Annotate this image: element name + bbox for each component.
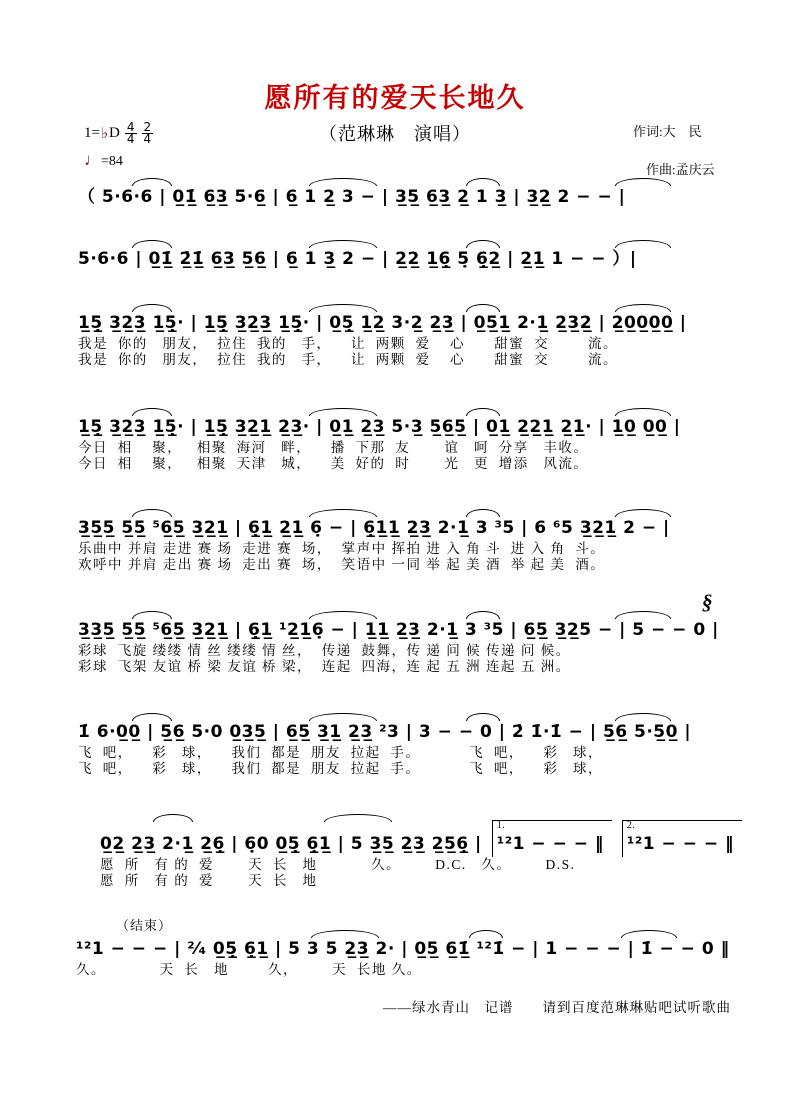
notation-line: （ 5·6·6 | 0̲1̲̇ 6̲3̲ 5·6̲ | 6̲ 1 2̲ 3 − | 3̲5̲ 6̲3̲ 2̲ 1 3̲ | 3̲2̲ 2 − − | bbox=[78, 184, 758, 210]
lyrics-verse-1: 飞 吧， 彩 球， 我们 都是 朋友 拉起 手。 飞 吧， 彩 球， bbox=[78, 745, 603, 760]
slur-arc bbox=[153, 814, 193, 822]
lyrics-verse-2: 飞 吧， 彩 球， 我们 都是 朋友 拉起 手。 飞 吧， 彩 球， bbox=[78, 761, 603, 776]
notation-line: 0̲2̲ 2̲3̲ 2·1̲ 2̲6̣̲ | 6̣0 0̲5̣̲ 6̣̲1̲ | 5 3̲5̲ 2̲3̲ 2̲5̲6̣̲ | 1. ¹²1 − − − ‖ 2. ¹²1 − − − ‖ bbox=[100, 820, 760, 857]
lyricist-credit: 作词:大 民 bbox=[633, 124, 702, 139]
slur-arc bbox=[621, 930, 677, 938]
segno-icon: § bbox=[702, 590, 713, 614]
time-signature-2: $\frac{2}{4}$ bbox=[143, 119, 152, 146]
slur-arc bbox=[466, 408, 500, 416]
notation-line: 5·6·6 | 0̲1̲̇ 2̲̇1̲̇ 6̲3̲ 5̲6̲ | 6̲ 1 3̲ 2 − | 2̲2̲ 1̲6̣̲ 5̣ 6̣̲2̲ | 2̲1̲ 1 − − ）| bbox=[78, 246, 758, 272]
lyrics-verse-2: 欢呼中 并肩 走出 赛 场 走出 赛 场， 笑语中 一同 举 起 美 酒 举 起 美 酒。 bbox=[78, 557, 606, 572]
score-line-7 bbox=[78, 719, 758, 777]
slur-arc bbox=[132, 611, 172, 619]
lyrics-verse-2: 今日 相 聚， 相聚 天津 城， 美 好的 时 光 更 增添 风流。 bbox=[78, 456, 589, 471]
slur-arc bbox=[615, 240, 671, 248]
slur-arc bbox=[309, 509, 377, 517]
slur-arc bbox=[466, 509, 500, 517]
key-tempo-block bbox=[84, 120, 153, 170]
lyrics-verse-2: 愿 所 有 的 爱 天 长 地 bbox=[100, 873, 318, 888]
notation-line: 1̇ 6·0̲0̲ | 5̲6̲ 5·0 0̲3̲5̲ | 6̲5̲ 3̲1̲ 2̲3̲ ²3 | 3 − − 0 | 2̇ 1̇·1̇ − | 5̲6̲ 5·5̲0̲ | bbox=[78, 719, 758, 745]
slur-arc bbox=[324, 814, 392, 822]
volta-1-label: 1. bbox=[496, 820, 506, 831]
slur-arc bbox=[309, 713, 377, 721]
lyrics-verse-1: 乐曲中 并肩 走进 赛 场 走进 赛 场， 掌声中 挥拍 进 入 角 斗 进 入 角 斗。 bbox=[78, 541, 606, 556]
slur-arc bbox=[132, 240, 172, 248]
slur-arc bbox=[615, 408, 671, 416]
lyrics-verse-2: 彩球 飞架 友谊 桥 梁 友谊 桥 梁， 连起 四海，连 起 五 洲 连起 五 洲。 bbox=[78, 659, 571, 674]
volta-2-bracket bbox=[622, 820, 742, 857]
key-signature bbox=[84, 120, 153, 146]
notation-line: 1̲5̣̲ 3̲2̲3̲ 1̲5̣̲· | 1̲5̣̲ 3̲2̲3̲ 1̲5̣̲· | 0̲5̣̲ 1̲2̲ 3·2̲ 2̲3̲ | 0̲5̲1̲ 2·1̲ 2̲3̲2̲ | 2̲0̲0̲0̲0̲ | bbox=[78, 310, 758, 336]
slur-arc bbox=[615, 304, 671, 312]
slur-arc bbox=[309, 611, 377, 619]
lyrics-verse-1: 彩球 飞旋 缕缕 情 丝 缕缕 情 丝， 传递 鼓舞，传 递 问 候 传递 问 候。 bbox=[78, 643, 571, 658]
score-line-9 bbox=[76, 936, 766, 978]
performer-line: （范琳琳 演唱） bbox=[319, 124, 471, 144]
slur-arc bbox=[309, 178, 377, 186]
lyrics-verse-1: 久。 天 长 地 久， 天 长地 久。 bbox=[76, 962, 422, 977]
score-line-2 bbox=[78, 246, 758, 272]
key-tonic: D bbox=[109, 124, 120, 141]
slur-arc bbox=[132, 178, 172, 186]
composer-credit: 作曲:孟庆云 bbox=[646, 162, 715, 177]
slur-arc bbox=[309, 304, 377, 312]
slur-arc bbox=[132, 509, 172, 517]
slur-arc bbox=[615, 509, 671, 517]
score-line-8 bbox=[100, 820, 760, 889]
score-line-6 bbox=[78, 617, 758, 675]
song-title: 愿所有的爱天长地久 bbox=[264, 83, 526, 113]
tempo-value: =84 bbox=[101, 154, 123, 169]
volta-1-notes: ¹²1 − − − ‖ bbox=[496, 834, 604, 854]
slur-arc bbox=[132, 713, 172, 721]
slur-arc bbox=[309, 240, 377, 248]
slur-arc bbox=[466, 713, 500, 721]
score-line-1 bbox=[78, 184, 758, 210]
tempo-marking bbox=[84, 150, 153, 170]
lyrics-verse-1: 我是 你的 朋友， 拉住 我的 手， 让 两颗 爱 心 甜蜜 交 流。 bbox=[78, 336, 618, 351]
notation-line: 3̲3̲5̲ 5̲5̲ ⁵6̲5̲ 3̲2̲1̲ | 6̣̲1̲ ¹2̲1̲6̣ − | 1̲1̲ 2̲3̲ 2·1̲ 3 ³5 | 6̲5̲ 3̲2̲5 − | 5 − − 0 | bbox=[78, 617, 758, 643]
lyrics-verse-1: 今日 相 聚， 相聚 海河 畔， 播 下那 友 谊 呵 分享 丰收。 bbox=[78, 440, 589, 455]
score-line-4 bbox=[78, 414, 758, 472]
score-line-5 bbox=[78, 515, 758, 573]
end-label: （结束） bbox=[116, 918, 173, 933]
slur-arc bbox=[615, 713, 671, 721]
slur-arc bbox=[309, 408, 377, 416]
slur-arc bbox=[469, 930, 503, 938]
slur-arc bbox=[132, 304, 172, 312]
slur-arc bbox=[466, 304, 500, 312]
volta-2-notes: ¹²1 − − − ‖ bbox=[626, 834, 735, 854]
slur-arc bbox=[466, 240, 500, 248]
notation-line: 3̲5̲5̲ 5̲5̲ ⁵6̲5̲ 3̲2̲1̲ | 6̣̲1̲ 2̲1̲ 6̣ − | 6̣̲1̲1̲ 2̲3̲ 2·1̲ 3 ³5 | 6 ⁶5 3̲2̲1̲ 2 − | bbox=[78, 515, 758, 541]
volta-1-bracket bbox=[492, 820, 612, 857]
notation-line: ¹²1 − − − | ²⁄₄ 0̲5̣̲ 6̣̲1̲ | 5 3 5 2̲3̲ 2· | 0̲5̲ 6̲1̲̇ ¹²1̇ − | 1 − − − | 1̇ − − 0 ‖ bbox=[76, 936, 766, 962]
slur-arc bbox=[311, 930, 379, 938]
notation-line: 1̲5̣̲ 3̲2̲3̲ 1̲5̣̲· | 1̲5̣̲ 3̲2̲1̲ 2̲3̲· | 0̲1̲ 2̲3̲ 5·3̲ 5̲6̲5̲ | 0̲1̲ 2̲2̲1̲ 2̲1̲· | 1̲0̲ 0̲0̲ | bbox=[78, 414, 758, 440]
lyrics-verse-2: 我是 你的 朋友， 拉住 我的 手， 让 两颗 爱 心 甜蜜 交 流。 bbox=[78, 352, 618, 367]
lyrics-verse-1: 愿 所 有 的 爱 天 长 地 久。 D.C. 久。 D.S. bbox=[100, 857, 576, 872]
volta-2-label: 2. bbox=[626, 820, 636, 831]
transcriber-credit: ——绿水青山 记谱 请到百度范琳琳贴吧试听歌曲 bbox=[383, 1000, 731, 1015]
slur-arc bbox=[466, 178, 500, 186]
quarter-note-icon: ♩ bbox=[84, 150, 101, 169]
key-prefix: 1= bbox=[84, 124, 100, 141]
slur-arc bbox=[615, 611, 671, 619]
score-line-3 bbox=[78, 310, 758, 368]
slur-arc bbox=[132, 408, 172, 416]
flat-icon: ♭ bbox=[100, 125, 109, 142]
slur-arc bbox=[466, 611, 500, 619]
time-signature-1: $\frac{4}{4}$ bbox=[126, 119, 135, 146]
